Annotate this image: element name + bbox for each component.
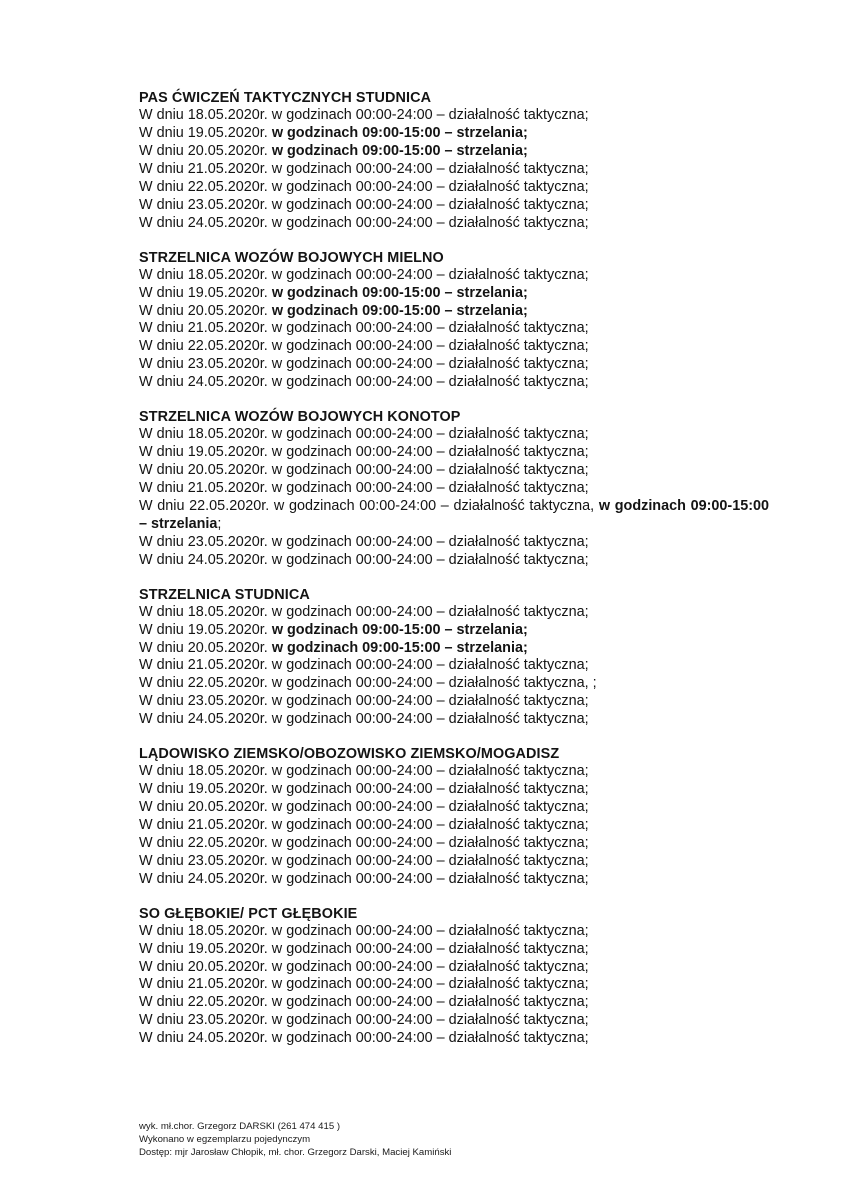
- schedule-line: [139, 215, 779, 233]
- schedule-line: [139, 107, 779, 125]
- schedule-line-text: W dniu 19.05.2020r. w godzinach 00:00-24:00 – działalność taktyczna;: [139, 444, 589, 461]
- schedule-line-text: W dniu 23.05.2020r. w godzinach 00:00-24:00 – działalność taktyczna;: [139, 852, 589, 869]
- schedule-line-text: W dniu 19.05.2020r. w godzinach 00:00-24:00 – działalność taktyczna;: [139, 940, 589, 957]
- schedule-line-text: W dniu 22.05.2020r. w godzinach 00:00-24:00 – działalność taktyczna, ;: [139, 675, 597, 692]
- schedule-line-text: W dniu 21.05.2020r. w godzinach 00:00-24:00 – działalność taktyczna;: [139, 657, 589, 674]
- firing-hours-text: w godzinach 09:00-15:00 – strzelania;: [271, 143, 528, 159]
- firing-hours-text: w godzinach 09:00-15:00 – strzelania: [139, 497, 769, 532]
- schedule-line-text: W dniu 20.05.2020r. w godzinach 00:00-24:00 – działalność taktyczna;: [139, 462, 589, 479]
- schedule-line: [139, 480, 779, 498]
- schedule-line: [139, 604, 779, 622]
- schedule-line-text: W dniu 20.05.2020r. w godzinach 00:00-24:00 – działalność taktyczna;: [139, 799, 589, 816]
- schedule-line: [139, 622, 779, 640]
- schedule-line-text: W dniu 18.05.2020r. w godzinach 00:00-24:00 – działalność taktyczna;: [139, 763, 589, 780]
- schedule-line-text: W dniu 22.05.2020r. w godzinach 00:00-24:00 – działalność taktyczna;: [139, 834, 589, 851]
- schedule-line: [139, 959, 779, 977]
- schedule-line: [139, 799, 779, 817]
- schedule-line: [139, 303, 779, 321]
- schedule-line: [139, 374, 779, 392]
- schedule-line: [139, 267, 779, 285]
- schedule-line: [139, 675, 779, 693]
- schedule-line: [139, 994, 779, 1012]
- schedule-line-text: W dniu 18.05.2020r. w godzinach 00:00-24:00 – działalność taktyczna;: [139, 107, 589, 124]
- schedule-section: [139, 745, 779, 889]
- section-title: PAS ĆWICZEŃ TAKTYCZNYCH STUDNICA: [139, 90, 432, 106]
- section-title: LĄDOWISKO ZIEMSKO/OBOZOWISKO ZIEMSKO/MOGADISZ: [139, 746, 560, 763]
- schedule-line: [139, 976, 779, 994]
- schedule-line-text: W dniu 18.05.2020r. w godzinach 00:00-24:00 – działalność taktyczna;: [139, 922, 589, 939]
- schedule-line-text: W dniu 19.05.2020r.: [139, 621, 272, 638]
- schedule-line-text: W dniu 21.05.2020r. w godzinach 00:00-24:00 – działalność taktyczna;: [139, 816, 589, 833]
- schedule-line: [139, 781, 779, 799]
- schedule-line: [139, 871, 779, 889]
- section-title: STRZELNICA WOZÓW BOJOWYCH KONOTOP: [139, 409, 461, 426]
- schedule-line: [139, 835, 779, 853]
- schedule-line-text: W dniu 23.05.2020r. w godzinach 00:00-24:00 – działalność taktyczna;: [139, 693, 589, 710]
- firing-hours-text: w godzinach 09:00-15:00 – strzelania;: [271, 125, 528, 142]
- schedule-line-text: W dniu 22.05.2020r. w godzinach 00:00-24:00 – działalność taktyczna;: [139, 994, 589, 1011]
- schedule-line-text: W dniu 19.05.2020r.: [139, 125, 272, 142]
- schedule-line-text: W dniu 21.05.2020r. w godzinach 00:00-24:00 – działalność taktyczna;: [139, 320, 589, 337]
- schedule-line: [139, 552, 779, 570]
- firing-hours-text: w godzinach 09:00-15:00 – strzelania;: [271, 302, 528, 319]
- schedule-line-text: W dniu 24.05.2020r. w godzinach 00:00-24:00 – działalność taktyczna;: [139, 1030, 589, 1047]
- schedule-line: [139, 534, 779, 552]
- section-title: STRZELNICA WOZÓW BOJOWYCH MIELNO: [139, 249, 444, 266]
- schedule-line: [139, 197, 779, 215]
- schedule-line-text: W dniu 22.05.2020r. w godzinach 00:00-24:00 – działalność taktyczna,: [139, 497, 599, 514]
- schedule-section: [139, 249, 779, 393]
- schedule-line-text: W dniu 23.05.2020r. w godzinach 00:00-24:00 – działalność taktyczna;: [139, 533, 589, 550]
- schedule-section: [139, 408, 779, 569]
- schedule-line: [139, 763, 779, 781]
- schedule-line-text: W dniu 21.05.2020r. w godzinach 00:00-24:00 – działalność taktyczna;: [139, 479, 589, 496]
- schedule-line: [139, 498, 769, 534]
- schedule-line: [139, 462, 779, 480]
- schedule-line: [139, 1030, 779, 1048]
- schedule-line: [139, 338, 779, 356]
- footer-access: Dostęp: mjr Jarosław Chłopik, mł. chor. Grzegorz Darski, Maciej Kamiński: [139, 1147, 452, 1158]
- schedule-line: [139, 941, 779, 959]
- schedule-line: [139, 426, 779, 444]
- firing-hours-text: w godzinach 09:00-15:00 – strzelania;: [271, 621, 528, 638]
- schedule-line-text: W dniu 20.05.2020r. w godzinach 00:00-24:00 – działalność taktyczna;: [139, 958, 589, 975]
- schedule-line: [139, 693, 779, 711]
- schedule-line-text: W dniu 23.05.2020r. w godzinach 00:00-24:00 – działalność taktyczna;: [139, 196, 589, 213]
- schedule-line-text: W dniu 23.05.2020r. w godzinach 00:00-24:00 – działalność taktyczna;: [139, 356, 589, 373]
- schedule-line-text: W dniu 21.05.2020r. w godzinach 00:00-24:00 – działalność taktyczna;: [139, 160, 589, 177]
- schedule-line-suffix: ;: [217, 515, 222, 532]
- schedule-line-text: W dniu 18.05.2020r. w godzinach 00:00-24:00 – działalność taktyczna;: [139, 426, 589, 443]
- schedule-line-text: W dniu 20.05.2020r.: [139, 143, 272, 159]
- schedule-line: [139, 179, 779, 197]
- document-footer: [139, 1120, 451, 1159]
- schedule-line-text: W dniu 18.05.2020r. w godzinach 00:00-24:00 – działalność taktyczna;: [139, 603, 589, 620]
- schedule-section: [139, 89, 779, 233]
- schedule-content: [139, 89, 779, 1064]
- schedule-line-text: W dniu 23.05.2020r. w godzinach 00:00-24:00 – działalność taktyczna;: [139, 1012, 589, 1029]
- schedule-line: [139, 817, 779, 835]
- schedule-line-text: W dniu 20.05.2020r.: [139, 639, 272, 656]
- firing-hours-text: w godzinach 09:00-15:00 – strzelania;: [271, 639, 528, 656]
- schedule-line-text: W dniu 18.05.2020r. w godzinach 00:00-24:00 – działalność taktyczna;: [139, 266, 589, 283]
- schedule-line-text: W dniu 22.05.2020r. w godzinach 00:00-24:00 – działalność taktyczna;: [139, 338, 589, 355]
- schedule-line-text: W dniu 19.05.2020r.: [139, 284, 272, 301]
- footer-copies: Wykonano w egzemplarzu pojedynczym: [139, 1134, 311, 1145]
- schedule-line: [139, 711, 779, 729]
- schedule-section: [139, 586, 779, 730]
- schedule-line-text: W dniu 19.05.2020r. w godzinach 00:00-24:00 – działalność taktyczna;: [139, 781, 589, 798]
- schedule-line: [139, 923, 779, 941]
- schedule-line-text: W dniu 24.05.2020r. w godzinach 00:00-24:00 – działalność taktyczna;: [139, 870, 589, 887]
- schedule-line-text: W dniu 24.05.2020r. w godzinach 00:00-24:00 – działalność taktyczna;: [139, 711, 589, 728]
- footer-author: wyk. mł.chor. Grzegorz DARSKI (261 474 415 ): [139, 1121, 341, 1132]
- schedule-line-text: W dniu 24.05.2020r. w godzinach 00:00-24:00 – działalność taktyczna;: [139, 551, 589, 568]
- schedule-line: [139, 444, 779, 462]
- schedule-line: [139, 161, 779, 179]
- schedule-section: [139, 905, 779, 1049]
- schedule-line: [139, 853, 779, 871]
- section-title: SO GŁĘBOKIE/ PCT GŁĘBOKIE: [139, 905, 358, 922]
- schedule-line: [139, 1012, 779, 1030]
- schedule-line-text: W dniu 22.05.2020r. w godzinach 00:00-24:00 – działalność taktyczna;: [139, 178, 589, 195]
- firing-hours-text: w godzinach 09:00-15:00 – strzelania;: [271, 284, 528, 301]
- schedule-line: [139, 285, 779, 303]
- schedule-line: [139, 320, 779, 338]
- schedule-line-text: W dniu 21.05.2020r. w godzinach 00:00-24:00 – działalność taktyczna;: [139, 976, 589, 993]
- schedule-line: [139, 640, 779, 658]
- section-title: STRZELNICA STUDNICA: [139, 586, 310, 603]
- schedule-line: [139, 143, 779, 161]
- schedule-line: [139, 125, 779, 143]
- schedule-line-text: W dniu 24.05.2020r. w godzinach 00:00-24:00 – działalność taktyczna;: [139, 214, 589, 231]
- schedule-line-text: W dniu 24.05.2020r. w godzinach 00:00-24:00 – działalność taktyczna;: [139, 374, 589, 391]
- schedule-line-text: W dniu 20.05.2020r.: [139, 302, 272, 319]
- schedule-line: [139, 356, 779, 374]
- schedule-line: [139, 657, 779, 675]
